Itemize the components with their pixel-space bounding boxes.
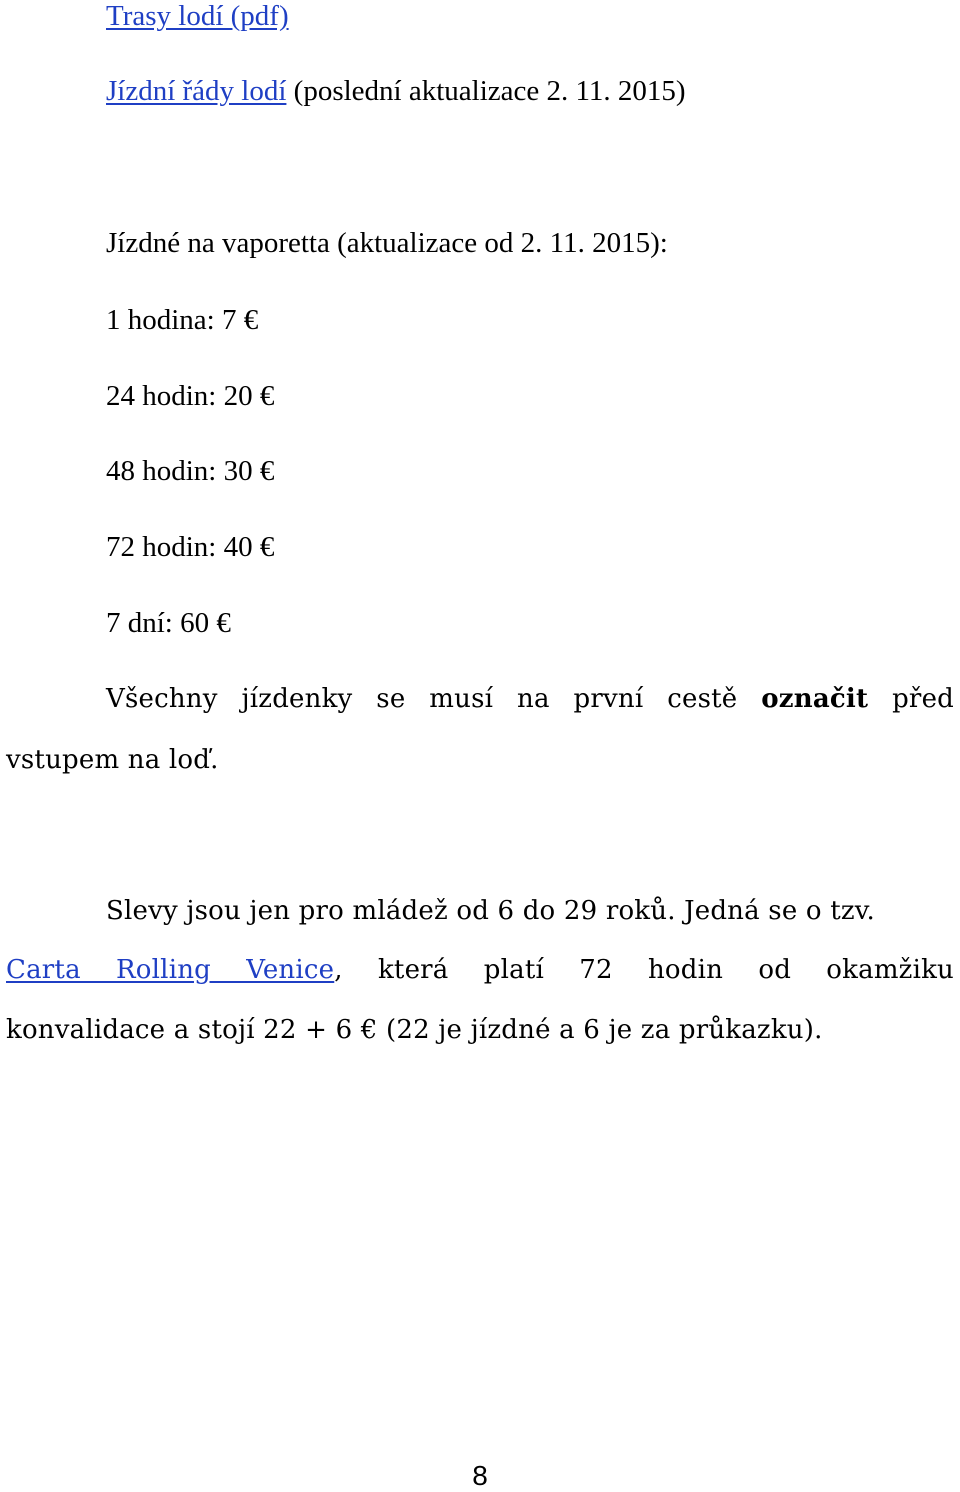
timetables-line <box>106 77 686 106</box>
validation-line-2: vstupem na loď. <box>6 745 219 775</box>
timetables-update-note: (poslední aktualizace 2. 11. 2015) <box>286 75 686 107</box>
routes-pdf-link[interactable]: Trasy lodí (pdf) <box>106 0 289 32</box>
routes-pdf-line <box>106 2 289 31</box>
validation-emphasis: označit <box>761 684 869 714</box>
validation-text: Všechny jízdenky se musí na první cestě <box>106 684 738 714</box>
fare-item: 7 dní: 60 € <box>106 607 231 639</box>
fares-heading: Jízdné na vaporetta (aktualizace od 2. 11. 2015): <box>106 227 668 259</box>
fare-item: 72 hodin: 40 € <box>106 531 275 563</box>
fare-item: 48 hodin: 30 € <box>106 455 275 487</box>
discounts-line-1: Slevy jsou jen pro mládež od 6 do 29 roků. Jedná se o tzv. <box>106 896 876 926</box>
validation-text-end: před <box>892 684 954 714</box>
carta-rolling-venice-link[interactable]: Carta Rolling Venice <box>6 955 335 985</box>
discounts-line-2 <box>6 957 954 983</box>
fare-item: 24 hodin: 20 € <box>106 380 275 412</box>
page-number: 8 <box>472 1460 488 1491</box>
timetables-link[interactable]: Jízdní řády lodí <box>106 75 287 107</box>
fare-item: 1 hodina: 7 € <box>106 304 259 336</box>
validation-line-1 <box>106 686 954 712</box>
discounts-line-3: konvalidace a stojí 22 + 6 € (22 je jízdné a 6 je za průkazku). <box>6 1015 823 1045</box>
discounts-line-2-rest: , která platí 72 hodin od okamžiku <box>334 955 954 985</box>
